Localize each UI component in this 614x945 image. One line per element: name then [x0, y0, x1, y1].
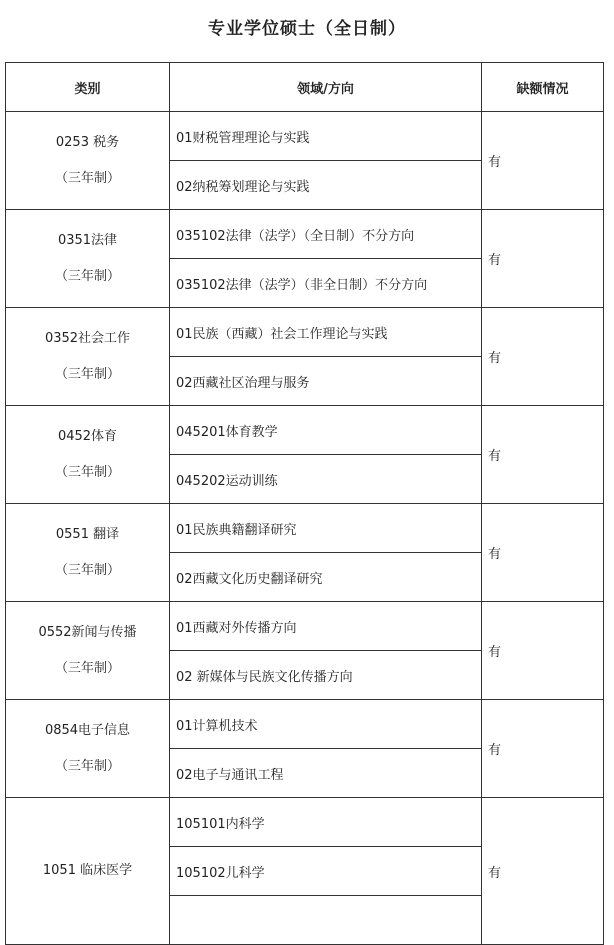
table-header-row [6, 63, 604, 112]
table-row [6, 504, 604, 553]
category-code: 0452体育 [57, 428, 118, 444]
category-code: 0352社会工作 [44, 330, 131, 346]
direction-cell: 045202运动训练 [170, 455, 482, 504]
header-category: 类别 [6, 63, 170, 112]
quota-cell: 有 [482, 700, 604, 798]
category-code: 1051 临床医学 [42, 863, 133, 878]
category-cell [6, 602, 170, 700]
category-cell [6, 210, 170, 308]
category-years: （三年制） [54, 464, 120, 480]
table-row [6, 602, 604, 651]
page-title: 专业学位硕士（全日制） [208, 19, 406, 39]
direction-cell: 02 新媒体与民族文化传播方向 [170, 651, 482, 700]
category-years: （三年制） [54, 366, 120, 382]
direction-cell: 01民族（西藏）社会工作理论与实践 [170, 308, 482, 357]
quota-cell: 有 [482, 308, 604, 406]
category-code: 0854电子信息 [44, 722, 131, 738]
table-body [6, 112, 604, 945]
quota-cell: 有 [482, 112, 604, 210]
category-cell [6, 700, 170, 798]
header-direction: 领域/方向 [170, 63, 482, 112]
category-cell [6, 504, 170, 602]
category-years: （三年制） [54, 660, 120, 676]
direction-cell: 01财税管理理论与实践 [170, 112, 482, 161]
direction-cell: 035102法律（法学）（非全日制）不分方向 [170, 259, 482, 308]
category-cell [6, 798, 170, 945]
category-code: 0351法律 [57, 232, 118, 248]
quota-table [5, 62, 604, 945]
category-cell [6, 308, 170, 406]
category-cell [6, 406, 170, 504]
direction-cell: 045201体育教学 [170, 406, 482, 455]
header-quota: 缺额情况 [482, 63, 604, 112]
direction-cell: 105102儿科学 [170, 847, 482, 896]
table-row [6, 308, 604, 357]
direction-cell: 02电子与通讯工程 [170, 749, 482, 798]
quota-cell: 有 [482, 406, 604, 504]
table-row [6, 210, 604, 259]
quota-cell: 有 [482, 504, 604, 602]
table-row [6, 798, 604, 847]
table-row [6, 700, 604, 749]
direction-cell: 01民族典籍翻译研究 [170, 504, 482, 553]
direction-cell: 01西藏对外传播方向 [170, 602, 482, 651]
quota-cell: 有 [482, 602, 604, 700]
direction-cell: 02西藏社区治理与服务 [170, 357, 482, 406]
direction-cell: 01计算机技术 [170, 700, 482, 749]
category-years: （三年制） [54, 758, 120, 774]
category-years: （三年制） [54, 268, 120, 284]
category-code: 0253 税务 [55, 134, 120, 150]
category-cell [6, 112, 170, 210]
category-code: 0551 翻译 [55, 526, 120, 542]
category-years: （三年制） [54, 562, 120, 578]
direction-cell: 035102法律（法学）（全日制）不分方向 [170, 210, 482, 259]
table-row [6, 112, 604, 161]
category-years: （三年制） [54, 170, 120, 186]
direction-cell: 02西藏文化历史翻译研究 [170, 553, 482, 602]
table-row [6, 406, 604, 455]
direction-cell: 105101内科学 [170, 798, 482, 847]
quota-cell: 有 [482, 798, 604, 945]
category-code: 0552新闻与传播 [38, 624, 137, 640]
quota-cell: 有 [482, 210, 604, 308]
direction-cell: 02纳税筹划理论与实践 [170, 161, 482, 210]
